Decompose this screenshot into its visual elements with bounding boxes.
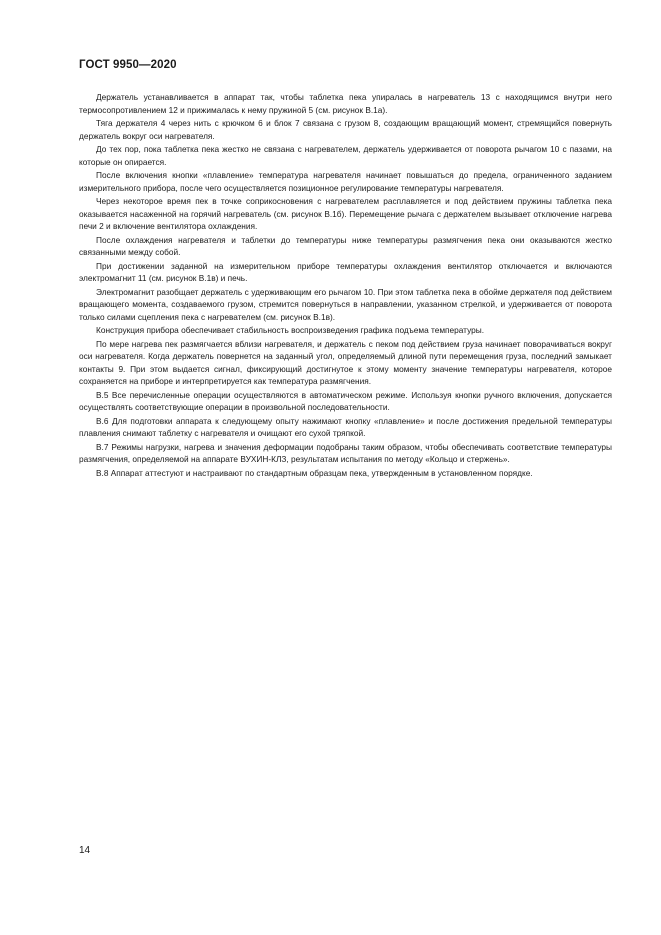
paragraph: После включения кнопки «плавление» температура нагревателя начинает повышаться до предела, ограниченного заданием измерительного прибора, после чего осуществляется позиционное регулирование температуры нагревателя. bbox=[79, 170, 612, 193]
paragraph: Держатель устанавливается в аппарат так, чтобы таблетка пека упиралась в нагреватель 13 с находящимся внутри него термосопротивлением 12 и прижималась к нему пружиной 5 (см. рисунок В.1а). bbox=[79, 92, 612, 115]
document-body bbox=[79, 91, 612, 480]
paragraph: Конструкция прибора обеспечивает стабильность воспроизведения графика подъема температуры. bbox=[96, 325, 485, 335]
page-number: 14 bbox=[79, 845, 91, 856]
paragraph: В.8 Аппарат аттестуют и настраивают по стандартным образцам пека, утвержденным в установленном порядке. bbox=[96, 467, 533, 478]
paragraph: До тех пор, пока таблетка пека жестко не связана с нагревателем, держатель удерживается от поворота рычагом 10 с пазами, на которые он опирается. bbox=[79, 144, 612, 167]
paragraph: В.6 Для подготовки аппарата к следующему опыту нажимают кнопку «плавление» и после достижения предельной температуры плавления снимают таблетку с нагревателя и очищают его сухой тряпкой. bbox=[79, 415, 612, 438]
paragraph: По мере нагрева пек размягчается вблизи нагревателя, и держатель с пеком под действием груза начинает поворачиваться вокруг оси нагревателя. Когда держатель повернется на заданный угол, определяемый длиной пути перемещения груза, последний замыкает контакты 9. При этом выдается сигнал, фиксирующий достигнутое к этому моменту значение температуры нагревателя, которое сохраняется на приборе и интерпретируется как температура размягчения. bbox=[79, 338, 612, 386]
paragraph: В.5 Все перечисленные операции осуществляются в автоматическом режиме. Используя кнопки ручного включения, допускается осуществлять соответствующие операции в произвольной последовательности. bbox=[79, 389, 612, 412]
paragraph: В.7 Режимы нагрузки, нагрева и значения деформации подобраны таким образом, чтобы обеспечивать соответствие температуры размягчения, определяемой на аппарате ВУХИН-КЛЗ, результатам испытания по методу «Кольцо и стержень». bbox=[79, 441, 612, 464]
paragraph: Электромагнит разобщает держатель с удерживающим его рычагом 10. При этом таблетка пека в обойме держателя под действием вращающего момента, создаваемого грузом, стремится повернуться в направлении, указанном стрелкой, и удерживается от поворота только силами сцепления пека с нагревателем (см. рисунок В.1в). bbox=[79, 286, 612, 322]
paragraph: После охлаждения нагревателя и таблетки до температуры ниже температуры размягчения пека они оказываются жестко связанными между собой. bbox=[79, 234, 612, 257]
document-header: ГОСТ 9950—2020 bbox=[79, 59, 177, 71]
paragraph: Через некоторое время пек в точке соприкосновения с нагревателем расплавляется и под действием пружины таблетка пека оказывается насаженной на горячий нагреватель (см. рисунок В.1б). Перемещение рычага с держателем вызывает отключение нагрева печи 2 и включение вентилятора охлаждения. bbox=[79, 196, 612, 231]
paragraph: При достижении заданной на измерительном приборе температуры охлаждения вентилятор отключается и включаются электромагнит 11 (см. рисунок В.1в) и печь. bbox=[79, 260, 612, 283]
paragraph: Тяга держателя 4 через нить с крючком 6 и блок 7 связана с грузом 8, создающим вращающий момент, стремящийся повернуть держатель вокруг оси нагревателя. bbox=[79, 118, 612, 141]
